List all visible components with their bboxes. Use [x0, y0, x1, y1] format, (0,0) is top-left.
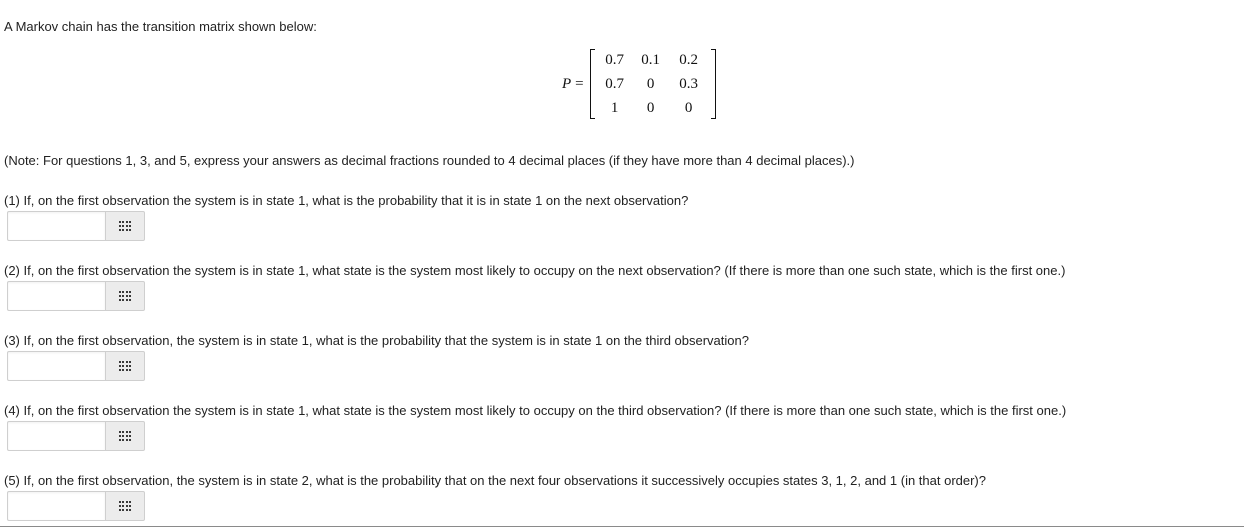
keypad-button-2[interactable]	[105, 281, 145, 311]
question-4-text: (4) If, on the first observation the system is in state 1, what state is the system most likely to occupy on the third observation? (If there is more than one such state, which is the first one.)	[4, 403, 1067, 418]
matrix-grid	[595, 48, 711, 120]
answer-2-input[interactable]	[7, 281, 105, 311]
question-2-text: (2) If, on the first observation the system is in state 1, what state is the system most likely to occupy on the next observation? (If there is more than one such state, which is the first one.)	[4, 263, 1066, 278]
matrix-cell: 0.7	[605, 51, 625, 68]
answer-5-input[interactable]	[7, 491, 105, 521]
matrix-equals: =	[575, 75, 584, 92]
keypad-button-1[interactable]	[105, 211, 145, 241]
matrix-cell: 0.3	[679, 75, 699, 92]
matrix-cell: 0.2	[679, 51, 699, 68]
answer-row-5	[7, 491, 145, 521]
transition-matrix	[562, 48, 716, 120]
right-bracket	[711, 49, 716, 119]
note-text: (Note: For questions 1, 3, and 5, express your answers as decimal fractions rounded to 4 decimal places (if they have more than 4 decimal places).)	[4, 153, 855, 168]
matrix-variable: P	[562, 75, 572, 92]
question-5-text: (5) If, on the first observation, the system is in state 2, what is the probability that on the next four observations it successively occupies states 3, 1, 2, and 1 (in that order)?	[4, 473, 986, 488]
keypad-button-5[interactable]	[105, 491, 145, 521]
keypad-icon	[119, 291, 131, 301]
answer-row-3	[7, 351, 145, 381]
answer-row-2	[7, 281, 145, 311]
question-3-text: (3) If, on the first observation, the system is in state 1, what is the probability that the system is in state 1 on the third observation?	[4, 333, 749, 348]
keypad-icon	[119, 221, 131, 231]
matrix-cell: 0	[646, 75, 655, 92]
keypad-icon	[119, 431, 131, 441]
matrix-cell: 0.1	[641, 51, 661, 68]
keypad-button-4[interactable]	[105, 421, 145, 451]
matrix-cell: 0.7	[605, 75, 625, 92]
matrix-cell: 1	[610, 99, 619, 116]
keypad-button-3[interactable]	[105, 351, 145, 381]
keypad-icon	[119, 501, 131, 511]
intro-text: A Markov chain has the transition matrix shown below:	[4, 19, 317, 34]
answer-row-4	[7, 421, 145, 451]
answer-3-input[interactable]	[7, 351, 105, 381]
answer-1-input[interactable]	[7, 211, 105, 241]
question-1-text: (1) If, on the first observation the system is in state 1, what is the probability that it is in state 1 on the next observation?	[4, 193, 689, 208]
answer-4-input[interactable]	[7, 421, 105, 451]
matrix-cell: 0	[646, 99, 655, 116]
keypad-icon	[119, 361, 131, 371]
matrix-cell: 0	[684, 99, 693, 116]
answer-row-1	[7, 211, 145, 241]
bottom-divider	[0, 526, 1244, 527]
